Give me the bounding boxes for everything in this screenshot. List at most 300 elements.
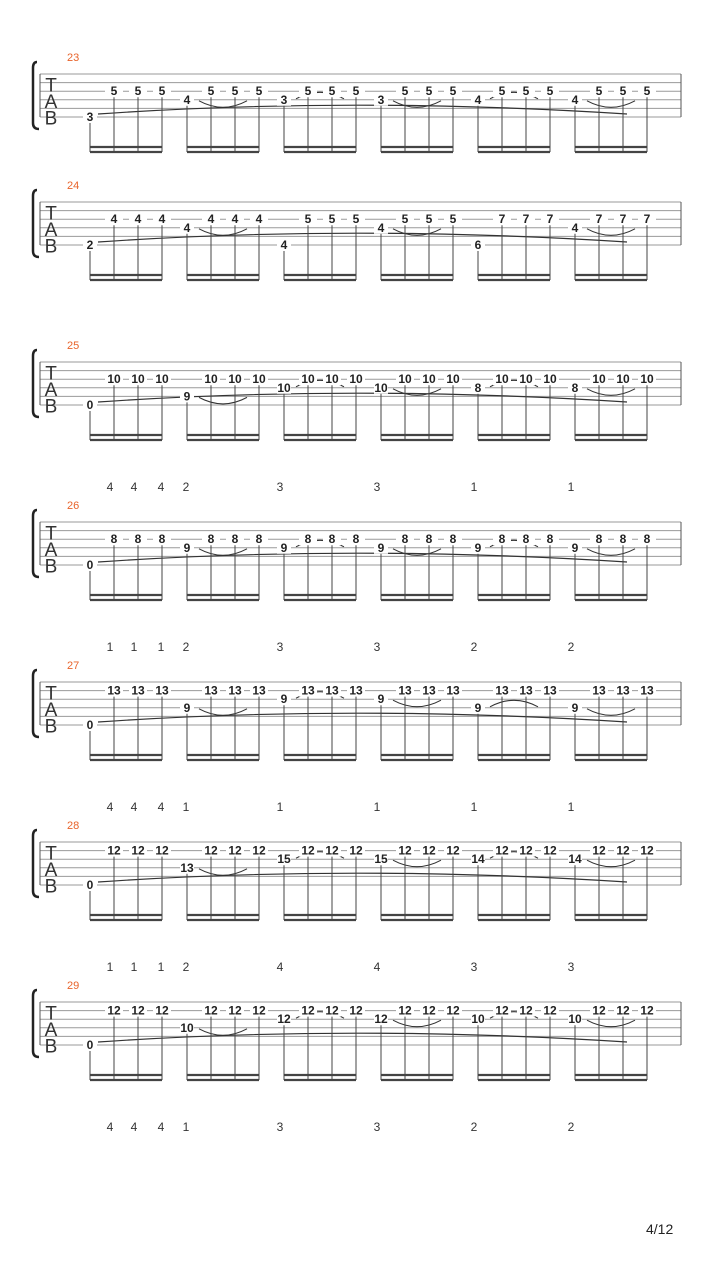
fingering-number: 3 [373, 640, 381, 654]
tab-clef-letter: T [45, 75, 57, 97]
system-bracket [33, 350, 39, 417]
tab-clef-letter: T [45, 1003, 57, 1025]
beat-group [180, 212, 268, 280]
top-fret: 4 [231, 212, 239, 227]
fingering-number: 1 [182, 800, 190, 814]
beat-group [83, 84, 171, 152]
measure-number: 26 [67, 500, 80, 512]
top-fret: 10 [349, 372, 363, 387]
fingering-number: 1 [276, 800, 284, 814]
fingering-number: 4 [130, 1120, 138, 1134]
beat-group [568, 212, 656, 280]
beat-group [471, 372, 559, 440]
tab-clef [45, 524, 58, 578]
fingering-number: 3 [276, 480, 284, 494]
fingering-number: 4 [106, 800, 114, 814]
top-fret: 13 [349, 683, 363, 698]
tab-clef-letter: A [44, 540, 58, 561]
tab-clef-letter: B [44, 1036, 58, 1058]
top-fret: 7 [595, 212, 603, 227]
top-fret: 5 [546, 84, 554, 99]
tie-slur [199, 549, 247, 556]
let-ring-slur [98, 393, 627, 402]
fingering-number: 4 [157, 800, 165, 814]
tie-slur [587, 709, 635, 716]
beat-group [83, 532, 171, 600]
beat-group [277, 84, 365, 152]
measure-number: 24 [67, 180, 80, 192]
middle-fret: 12 [277, 1012, 291, 1027]
top-fret: 7 [643, 212, 651, 227]
top-fret: 8 [401, 532, 409, 547]
beat-group [277, 212, 365, 280]
top-fret: 5 [643, 84, 651, 99]
beat-group [568, 684, 656, 760]
top-fret: 12 [252, 843, 266, 858]
fingering-number: 2 [470, 1120, 478, 1134]
top-fret: 12 [519, 843, 533, 858]
fingering-number: 3 [373, 480, 381, 494]
tab-clef-letter: B [44, 716, 58, 738]
tie-slur [587, 101, 635, 108]
tab-clef-letter: A [44, 700, 58, 721]
system-bracket [33, 670, 39, 737]
fingering-number: 1 [157, 640, 165, 654]
beat-group [277, 844, 365, 920]
top-fret: 12 [349, 843, 363, 858]
beat-group [180, 84, 268, 152]
tab-clef-letter: A [44, 860, 58, 881]
fingering-number: 1 [130, 640, 138, 654]
top-fret: 10 [398, 372, 412, 387]
top-fret: 12 [155, 843, 169, 858]
tie-slur [199, 1029, 247, 1036]
top-fret: 12 [446, 1003, 460, 1018]
fingering-number: 3 [276, 640, 284, 654]
middle-fret: 9 [280, 692, 288, 707]
top-fret: 8 [304, 532, 312, 547]
tab-clef-letter: A [44, 92, 58, 113]
top-fret: 12 [495, 843, 509, 858]
top-fret: 5 [619, 84, 627, 99]
tab-clef [45, 844, 58, 898]
page-number: 4/12 [646, 1221, 674, 1237]
top-fret: 13 [640, 683, 654, 698]
top-fret: 12 [398, 843, 412, 858]
top-fret: 13 [592, 683, 606, 698]
top-fret: 4 [158, 212, 166, 227]
middle-fret: 3 [280, 92, 288, 107]
beat-group [471, 1004, 559, 1080]
top-fret: 13 [325, 683, 339, 698]
top-fret: 4 [134, 212, 142, 227]
top-fret: 10 [422, 372, 436, 387]
middle-fret: 4 [571, 92, 579, 107]
top-fret: 12 [495, 1003, 509, 1018]
top-fret: 12 [592, 1003, 606, 1018]
fingering-number: 3 [470, 960, 478, 974]
top-fret: 5 [425, 84, 433, 99]
top-fret: 12 [107, 843, 121, 858]
top-fret: 5 [449, 212, 457, 227]
middle-fret: 9 [183, 389, 191, 404]
beat-group [180, 844, 268, 920]
top-fret: 8 [231, 532, 239, 547]
beat-group [471, 212, 559, 280]
system-bracket [33, 62, 39, 129]
top-fret: 7 [498, 212, 506, 227]
top-fret: 5 [231, 84, 239, 99]
fingering-number: 4 [157, 1120, 165, 1134]
tie-slur [587, 860, 635, 867]
middle-fret: 9 [474, 540, 482, 555]
top-fret: 13 [446, 683, 460, 698]
top-fret: 12 [398, 1003, 412, 1018]
top-fret: 8 [619, 532, 627, 547]
top-fret: 5 [401, 212, 409, 227]
top-fret: 5 [328, 84, 336, 99]
system-bracket [33, 190, 39, 257]
top-fret: 10 [592, 372, 606, 387]
top-fret: 8 [546, 532, 554, 547]
top-fret: 10 [301, 372, 315, 387]
beat-group [83, 372, 171, 440]
fingering-number: 2 [567, 1120, 575, 1134]
top-fret: 5 [425, 212, 433, 227]
beat-group [374, 372, 462, 440]
tab-system [33, 340, 681, 494]
tie-slur [199, 101, 247, 108]
bass-fret: 0 [86, 878, 94, 892]
bass-fret: 0 [86, 398, 94, 412]
middle-fret: 9 [571, 700, 579, 715]
top-fret: 8 [449, 532, 457, 547]
top-fret: 5 [134, 84, 142, 99]
top-fret: 13 [131, 683, 145, 698]
top-fret: 10 [495, 372, 509, 387]
beat-group [277, 372, 365, 440]
measure-number: 28 [67, 820, 80, 832]
fingering-number: 1 [470, 800, 478, 814]
top-fret: 5 [522, 84, 530, 99]
beat-group [180, 1004, 268, 1080]
beat-group [277, 1004, 365, 1080]
top-fret: 12 [228, 1003, 242, 1018]
tab-clef-letter: B [44, 108, 58, 130]
middle-fret: 4 [183, 220, 191, 235]
middle-fret: 10 [374, 380, 388, 395]
beat-group [471, 84, 559, 152]
middle-fret: 9 [183, 540, 191, 555]
tab-clef [45, 1004, 58, 1058]
tab-system [33, 660, 681, 814]
beat-group [83, 684, 171, 760]
top-fret: 12 [301, 1003, 315, 1018]
let-ring-slur [98, 553, 627, 562]
top-fret: 12 [640, 843, 654, 858]
tab-system [33, 980, 681, 1134]
tie-slur [393, 1020, 441, 1026]
middle-fret: 14 [568, 852, 582, 867]
top-fret: 13 [519, 683, 533, 698]
top-fret: 12 [131, 843, 145, 858]
tab-clef-letter: B [44, 396, 58, 418]
middle-fret: 10 [568, 1012, 582, 1027]
top-fret: 13 [252, 683, 266, 698]
tie-slur [587, 549, 635, 556]
top-fret: 13 [616, 683, 630, 698]
top-fret: 8 [207, 532, 215, 547]
top-fret: 10 [446, 372, 460, 387]
fingering-number: 4 [373, 960, 381, 974]
tab-clef-letter: A [44, 220, 58, 241]
top-fret: 12 [228, 843, 242, 858]
fingering-number: 1 [373, 800, 381, 814]
top-fret: 13 [422, 683, 436, 698]
fingering-number: 1 [130, 960, 138, 974]
fingering-number: 4 [106, 1120, 114, 1134]
top-fret: 12 [204, 843, 218, 858]
fingering-number: 4 [130, 800, 138, 814]
beat-group [568, 844, 656, 920]
top-fret: 12 [325, 843, 339, 858]
top-fret: 5 [352, 212, 360, 227]
fingering-number: 4 [276, 960, 284, 974]
fingering-number: 2 [182, 960, 190, 974]
top-fret: 12 [543, 1003, 557, 1018]
tab-clef-letter: A [44, 1020, 58, 1041]
top-fret: 5 [304, 84, 312, 99]
top-fret: 12 [422, 843, 436, 858]
top-fret: 5 [207, 84, 215, 99]
top-fret: 12 [155, 1003, 169, 1018]
tie-slur [199, 709, 247, 716]
top-fret: 12 [446, 843, 460, 858]
fingering-number: 3 [373, 1120, 381, 1134]
beat-group [277, 532, 365, 600]
middle-fret: 10 [180, 1020, 194, 1035]
beat-group [471, 684, 559, 760]
beat-group [374, 844, 462, 920]
tab-clef-letter: T [45, 683, 57, 705]
beat-group [471, 532, 559, 600]
tab-clef-letter: T [45, 843, 57, 865]
beat-group [374, 212, 462, 280]
tab-clef-letter: B [44, 236, 58, 258]
fingering-number: 1 [106, 960, 114, 974]
top-fret: 13 [543, 683, 557, 698]
tab-clef-letter: T [45, 523, 57, 545]
tab-clef [45, 204, 58, 258]
top-fret: 10 [519, 372, 533, 387]
top-fret: 12 [519, 1003, 533, 1018]
fingering-number: 3 [567, 960, 575, 974]
fingering-number: 4 [106, 480, 114, 494]
system-bracket [33, 510, 39, 577]
system-bracket [33, 830, 39, 897]
beat-group [180, 532, 268, 600]
beat-group [374, 1004, 462, 1080]
fingering-number: 2 [182, 480, 190, 494]
bass-fret: 4 [280, 238, 288, 252]
fingering-number: 1 [470, 480, 478, 494]
middle-fret: 12 [374, 1012, 388, 1027]
top-fret: 8 [498, 532, 506, 547]
top-fret: 10 [131, 372, 145, 387]
beat-group [277, 684, 365, 760]
middle-fret: 9 [377, 692, 385, 707]
beat-group [83, 844, 171, 920]
top-fret: 7 [546, 212, 554, 227]
top-fret: 12 [592, 843, 606, 858]
beat-group [180, 372, 268, 440]
top-fret: 8 [352, 532, 360, 547]
top-fret: 12 [616, 1003, 630, 1018]
top-fret: 12 [640, 1003, 654, 1018]
top-fret: 10 [107, 372, 121, 387]
beat-group [568, 372, 656, 440]
middle-fret: 10 [277, 380, 291, 395]
top-fret: 13 [204, 683, 218, 698]
tie-slur [587, 229, 635, 236]
let-ring-slur [98, 1033, 627, 1042]
fingering-number: 1 [567, 800, 575, 814]
top-fret: 10 [325, 372, 339, 387]
fingering-number: 4 [157, 480, 165, 494]
tie-slur [199, 397, 247, 404]
middle-fret: 4 [474, 92, 482, 107]
beat-group [568, 84, 656, 152]
tab-system [33, 820, 681, 974]
top-fret: 8 [425, 532, 433, 547]
tab-system [33, 52, 681, 152]
top-fret: 10 [252, 372, 266, 387]
bass-fret: 0 [86, 1038, 94, 1052]
bass-fret: 0 [86, 558, 94, 572]
middle-fret: 15 [277, 852, 291, 867]
top-fret: 12 [543, 843, 557, 858]
fingering-number: 1 [157, 960, 165, 974]
top-fret: 4 [110, 212, 118, 227]
tab-clef [45, 684, 58, 738]
measure-number: 27 [67, 660, 80, 672]
measure-number: 23 [67, 52, 80, 64]
middle-fret: 8 [474, 380, 482, 395]
tab-clef-letter: A [44, 380, 58, 401]
let-ring-slur [98, 233, 627, 242]
top-fret: 8 [643, 532, 651, 547]
tie-slur [587, 1020, 635, 1026]
fingering-number: 2 [182, 640, 190, 654]
bass-fret: 0 [86, 718, 94, 732]
measure-number: 25 [67, 340, 80, 352]
top-fret: 12 [107, 1003, 121, 1018]
tie-slur [199, 869, 247, 876]
let-ring-slur [98, 105, 627, 114]
bass-fret: 2 [86, 238, 94, 252]
tab-clef-letter: T [45, 203, 57, 225]
middle-fret: 10 [471, 1012, 485, 1027]
top-fret: 13 [228, 683, 242, 698]
top-fret: 13 [107, 683, 121, 698]
top-fret: 12 [301, 843, 315, 858]
tab-clef-letter: B [44, 876, 58, 898]
tab-system [33, 500, 681, 654]
beat-group [374, 684, 462, 760]
tab-clef [45, 364, 58, 418]
middle-fret: 14 [471, 852, 485, 867]
top-fret: 7 [522, 212, 530, 227]
tie-slur [490, 700, 538, 707]
top-fret: 10 [616, 372, 630, 387]
fingering-number: 2 [470, 640, 478, 654]
top-fret: 5 [401, 84, 409, 99]
fingering-number: 4 [130, 480, 138, 494]
top-fret: 5 [449, 84, 457, 99]
tab-clef [45, 76, 58, 130]
beat-group [374, 532, 462, 600]
middle-fret: 9 [183, 700, 191, 715]
top-fret: 7 [619, 212, 627, 227]
middle-fret: 9 [571, 540, 579, 555]
top-fret: 12 [422, 1003, 436, 1018]
system-bracket [33, 990, 39, 1057]
bass-fret: 3 [86, 110, 94, 124]
top-fret: 5 [304, 212, 312, 227]
top-fret: 5 [158, 84, 166, 99]
middle-fret: 8 [571, 380, 579, 395]
top-fret: 13 [155, 683, 169, 698]
top-fret: 5 [352, 84, 360, 99]
bass-fret: 6 [474, 238, 482, 252]
beat-group [471, 844, 559, 920]
middle-fret: 13 [180, 860, 194, 875]
top-fret: 5 [595, 84, 603, 99]
middle-fret: 15 [374, 852, 388, 867]
top-fret: 10 [640, 372, 654, 387]
top-fret: 5 [498, 84, 506, 99]
top-fret: 12 [325, 1003, 339, 1018]
top-fret: 10 [155, 372, 169, 387]
middle-fret: 9 [474, 700, 482, 715]
tab-system [33, 180, 681, 280]
tie-slur [199, 229, 247, 236]
top-fret: 8 [328, 532, 336, 547]
top-fret: 5 [255, 84, 263, 99]
top-fret: 5 [110, 84, 118, 99]
beat-group [568, 1004, 656, 1080]
fingering-number: 1 [567, 480, 575, 494]
top-fret: 12 [131, 1003, 145, 1018]
top-fret: 10 [228, 372, 242, 387]
top-fret: 13 [301, 683, 315, 698]
top-fret: 12 [349, 1003, 363, 1018]
tie-slur [393, 700, 441, 707]
top-fret: 10 [543, 372, 557, 387]
tab-clef-letter: T [45, 363, 57, 385]
top-fret: 12 [252, 1003, 266, 1018]
top-fret: 4 [207, 212, 215, 227]
tie-slur [587, 389, 635, 396]
beat-group [83, 212, 171, 280]
top-fret: 8 [134, 532, 142, 547]
top-fret: 12 [616, 843, 630, 858]
top-fret: 4 [255, 212, 263, 227]
middle-fret: 3 [377, 92, 385, 107]
beat-group [180, 684, 268, 760]
middle-fret: 9 [377, 540, 385, 555]
let-ring-slur [98, 873, 627, 882]
